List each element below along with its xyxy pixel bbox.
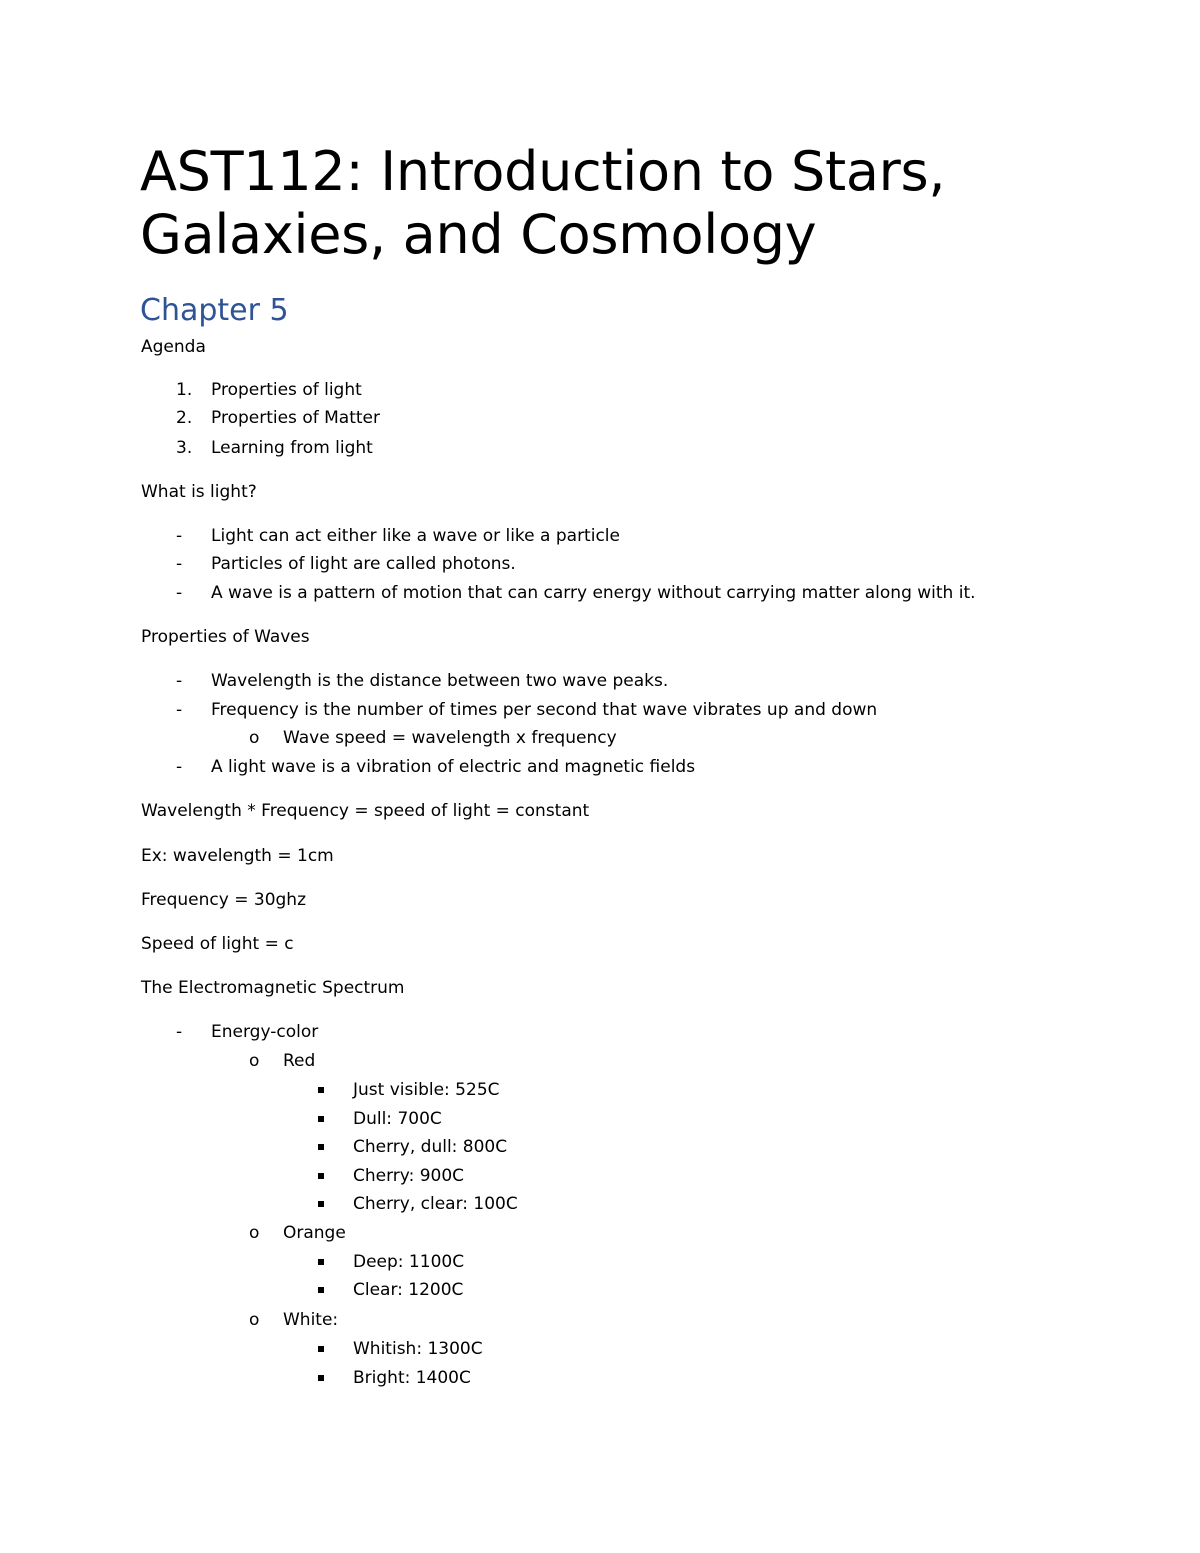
document-title-line-1: AST112: Introduction to Stars, [140,140,946,203]
dash-bullet: - [176,757,183,777]
square-bullet [318,1087,324,1093]
red-item-1: Just visible: 525C [353,1080,500,1100]
document-title-line-2: Galaxies, and Cosmology [140,203,817,266]
dash-bullet: - [176,583,183,603]
square-bullet [318,1259,324,1265]
chapter-heading: Chapter 5 [140,293,289,328]
square-bullet [318,1116,324,1122]
red-label: Red [283,1051,316,1071]
circle-bullet: o [249,1051,260,1071]
circle-bullet: o [249,1310,260,1330]
agenda-item-3: Learning from light [211,438,373,458]
circle-bullet: o [249,728,260,748]
dash-bullet: - [176,671,183,691]
dash-bullet: - [176,700,183,720]
agenda-item-1: Properties of light [211,380,362,400]
square-bullet [318,1375,324,1381]
square-bullet [318,1346,324,1352]
properties-of-waves-heading: Properties of Waves [141,627,310,647]
spectrum-heading: The Electromagnetic Spectrum [141,978,405,998]
example-line: Ex: wavelength = 1cm [141,846,334,866]
red-item-3: Cherry, dull: 800C [353,1137,508,1157]
dash-bullet: - [176,1022,183,1042]
waves-item-3: A light wave is a vibration of electric and magnetic fields [211,757,696,777]
white-item-1: Whitish: 1300C [353,1339,483,1359]
red-item-5: Cherry, clear: 100C [353,1194,518,1214]
orange-item-2: Clear: 1200C [353,1280,464,1300]
agenda-number-1: 1. [176,380,193,400]
agenda-heading: Agenda [141,337,206,357]
energy-color-item: Energy-color [211,1022,319,1042]
square-bullet [318,1201,324,1207]
white-item-2: Bright: 1400C [353,1368,471,1388]
agenda-item-2: Properties of Matter [211,408,380,428]
formula-line: Wavelength * Frequency = speed of light = constant [141,801,590,821]
dash-bullet: - [176,554,183,574]
light-item-2: Particles of light are called photons. [211,554,516,574]
white-label: White: [283,1310,339,1330]
speed-of-light-line: Speed of light = c [141,934,294,954]
dash-bullet: - [176,526,183,546]
light-item-1: Light can act either like a wave or like a particle [211,526,620,546]
square-bullet [318,1173,324,1179]
waves-item-2: Frequency is the number of times per second that wave vibrates up and down [211,700,878,720]
orange-item-1: Deep: 1100C [353,1252,465,1272]
waves-item-1: Wavelength is the distance between two wave peaks. [211,671,669,691]
what-is-light-heading: What is light? [141,482,257,502]
agenda-number-3: 3. [176,438,193,458]
waves-item-2-sub: Wave speed = wavelength x frequency [283,728,617,748]
agenda-number-2: 2. [176,408,193,428]
square-bullet [318,1144,324,1150]
frequency-line: Frequency = 30ghz [141,890,306,910]
square-bullet [318,1287,324,1293]
circle-bullet: o [249,1223,260,1243]
red-item-4: Cherry: 900C [353,1166,465,1186]
light-item-3: A wave is a pattern of motion that can carry energy without carrying matter along with it. [211,583,976,603]
orange-label: Orange [283,1223,346,1243]
red-item-2: Dull: 700C [353,1109,442,1129]
